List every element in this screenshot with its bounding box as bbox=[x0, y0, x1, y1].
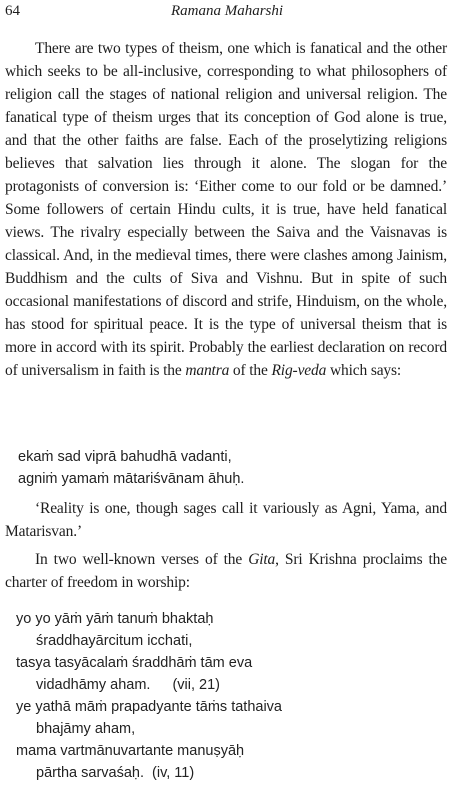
running-head: Ramana Maharshi bbox=[170, 3, 284, 19]
emphasis-gita: Gita bbox=[248, 551, 276, 568]
page-header bbox=[0, 3, 454, 25]
verse-line: bhajāmy aham, bbox=[36, 721, 136, 737]
verse-line: pārtha sarvaśaḥ. (iv, 11) bbox=[16, 762, 446, 784]
main-paragraph bbox=[5, 37, 447, 382]
verse-reference: (vii, 21) bbox=[172, 677, 220, 693]
verse-line: tasya tasyācalaṁ śraddhāṁ tām eva bbox=[16, 655, 253, 671]
verse-line: ye yathā māṁ prapadyante tāṁs tathaiva bbox=[16, 699, 282, 715]
verse-gita bbox=[16, 608, 446, 784]
verse-line: śraddhayārcitum icchati, bbox=[36, 633, 193, 649]
page-number: 64 bbox=[5, 3, 20, 19]
paragraph-reality: ‘Reality is one, though sages call it variously as Agni, Yama, and Matarisvan.’ bbox=[5, 500, 447, 540]
verse-line: yo yo yāṁ yāṁ tanuṁ bhaktaḥ bbox=[16, 611, 214, 627]
paragraph-theism: There are two types of theism, one which is fanatical and the other which seeks to be all-inclusive, corresponding to what philosophers of religion call the stages of national religion and universal religion. The fanatical type of theism urges that its conception of God alone is true, and that the other faiths are false. Each of the proselytizing religions believes that salvation lies through it alone. The slogan for the protagonists of conversion is: ‘Either come to our fold or be damned.’ Some followers of certain Hindu cults, it is true, have held fanatical views. The rivalry especially between the Saiva and the Vaisnavas is classical. And, in the medieval times, there were clashes among Jainism, Buddhism and the cults of Siva and Vishnu. But in spite of such occasional manifestations of discord and strife, Hinduism, on the whole, has stood for spiritual peace. It is the type of universal theism that is more in accord with its spirit. Probably the earliest declaration on record of universalism in faith is the mantra of the Rig-veda which says: bbox=[5, 40, 447, 379]
verse-line: agniṁ yamaṁ mātariśvānam āhuḥ. bbox=[18, 471, 245, 487]
verse-line: ekaṁ sad viprā bahudhā vadanti, bbox=[18, 449, 232, 465]
verse-reference: (iv, 11) bbox=[152, 765, 195, 781]
verse-line: mama vartmānuvartante manuṣyāḥ bbox=[16, 743, 245, 759]
verse-rig-veda bbox=[18, 446, 448, 490]
emphasis-rig-veda: Rig-veda bbox=[271, 362, 327, 379]
translation-and-gita-intro bbox=[5, 497, 447, 594]
paragraph-gita-intro: In two well-known verses of the Gita, Sri Krishna proclaims the charter of freedom in worship: bbox=[5, 551, 447, 591]
emphasis-mantra: mantra bbox=[185, 362, 230, 379]
verse-line: vidadhāmy aham. (vii, 21) bbox=[16, 674, 446, 696]
